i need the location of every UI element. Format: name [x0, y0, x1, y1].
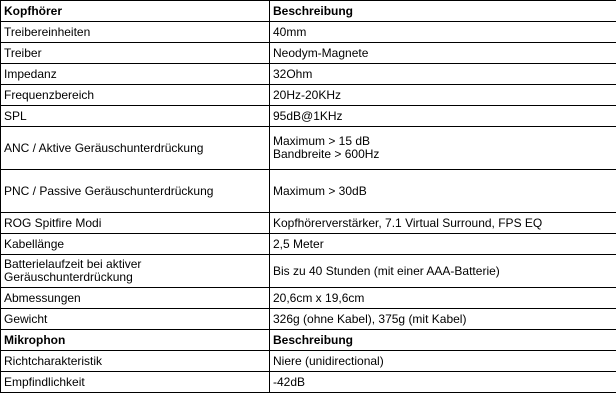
table-row — [1, 255, 616, 288]
spec-value-line: Niere (unidirectional) — [273, 353, 384, 368]
spec-name-cell: Abmessungen — [1, 288, 270, 309]
section-heading: Mikrophon — [1, 330, 270, 351]
column-heading — [270, 330, 616, 351]
spec-value-line: Neodym-Magnete — [273, 45, 369, 60]
spec-value-cell — [270, 127, 616, 170]
spec-name-cell: Batterielaufzeit bei aktiver Geräuschunterdrückung — [1, 255, 270, 288]
spec-value-cell — [270, 255, 616, 288]
spec-value-line: 20,6cm x 19,6cm — [273, 290, 365, 305]
spec-value-line: 32Ohm — [273, 66, 313, 81]
spec-value-line: Kopfhörerverstärker, 7.1 Virtual Surround, FPS EQ — [273, 215, 543, 230]
spec-name-cell: Treibereinheiten — [1, 22, 270, 43]
spec-value-line: 20Hz-20KHz — [273, 87, 342, 102]
spec-name-cell: Kabellänge — [1, 234, 270, 255]
spec-value-line: Beschreibung — [273, 332, 354, 347]
table-row — [1, 85, 616, 106]
table-row — [1, 170, 616, 213]
spec-value-line: Maximum > 30dB — [273, 183, 367, 198]
table-row — [1, 64, 616, 85]
spec-value-cell — [270, 351, 616, 372]
spec-value-cell — [270, 64, 616, 85]
spec-value-cell — [270, 288, 616, 309]
spec-name-cell: PNC / Passive Geräuschunterdrückung — [1, 170, 270, 213]
table-row — [1, 351, 616, 372]
spec-name-cell: Frequenzbereich — [1, 85, 270, 106]
section-heading: Kopfhörer — [1, 1, 270, 22]
spec-value-line: Maximum > 15 dB — [273, 134, 371, 148]
spec-name-cell: ANC / Aktive Geräuschunterdrückung — [1, 127, 270, 170]
spec-value-line: 40mm — [273, 24, 307, 39]
table-row — [1, 22, 616, 43]
spec-name-cell: SPL — [1, 106, 270, 127]
table-row — [1, 288, 616, 309]
spec-value-cell — [270, 85, 616, 106]
spec-value-line: 2,5 Meter — [273, 236, 324, 251]
spec-value-line: Bandbreite > 600Hz — [273, 147, 380, 161]
spec-name-cell: Treiber — [1, 43, 270, 64]
table-row — [1, 234, 616, 255]
spec-value-line: Beschreibung — [273, 3, 354, 18]
spec-value-line: Bis zu 40 Stunden (mit einer AAA-Batterie) — [273, 263, 500, 278]
spec-name-cell: Impedanz — [1, 64, 270, 85]
table-row — [1, 106, 616, 127]
table-header-row — [1, 330, 616, 351]
table-row — [1, 213, 616, 234]
spec-value-cell — [270, 234, 616, 255]
table-row — [1, 43, 616, 64]
table-row — [1, 127, 616, 170]
spec-value-cell — [270, 170, 616, 213]
column-heading — [270, 1, 616, 22]
spec-name-cell: Empfindlichkeit — [1, 372, 270, 393]
spec-value-line: -42dB — [273, 374, 306, 389]
spec-value-cell — [270, 106, 616, 127]
spec-value-cell — [270, 213, 616, 234]
spec-name-cell: Richtcharakteristik — [1, 351, 270, 372]
spec-value-cell — [270, 22, 616, 43]
spec-value-cell — [270, 43, 616, 64]
spec-value-cell — [270, 309, 616, 330]
spec-value-line: 326g (ohne Kabel), 375g (mit Kabel) — [273, 311, 467, 326]
table-header-row — [1, 1, 616, 22]
table-row — [1, 372, 616, 393]
spec-table-body — [1, 1, 616, 393]
spec-value-cell — [270, 372, 616, 393]
spec-value-line: 95dB@1KHz — [273, 108, 343, 123]
spec-name-cell: Gewicht — [1, 309, 270, 330]
spec-name-cell: ROG Spitfire Modi — [1, 213, 270, 234]
table-row — [1, 309, 616, 330]
